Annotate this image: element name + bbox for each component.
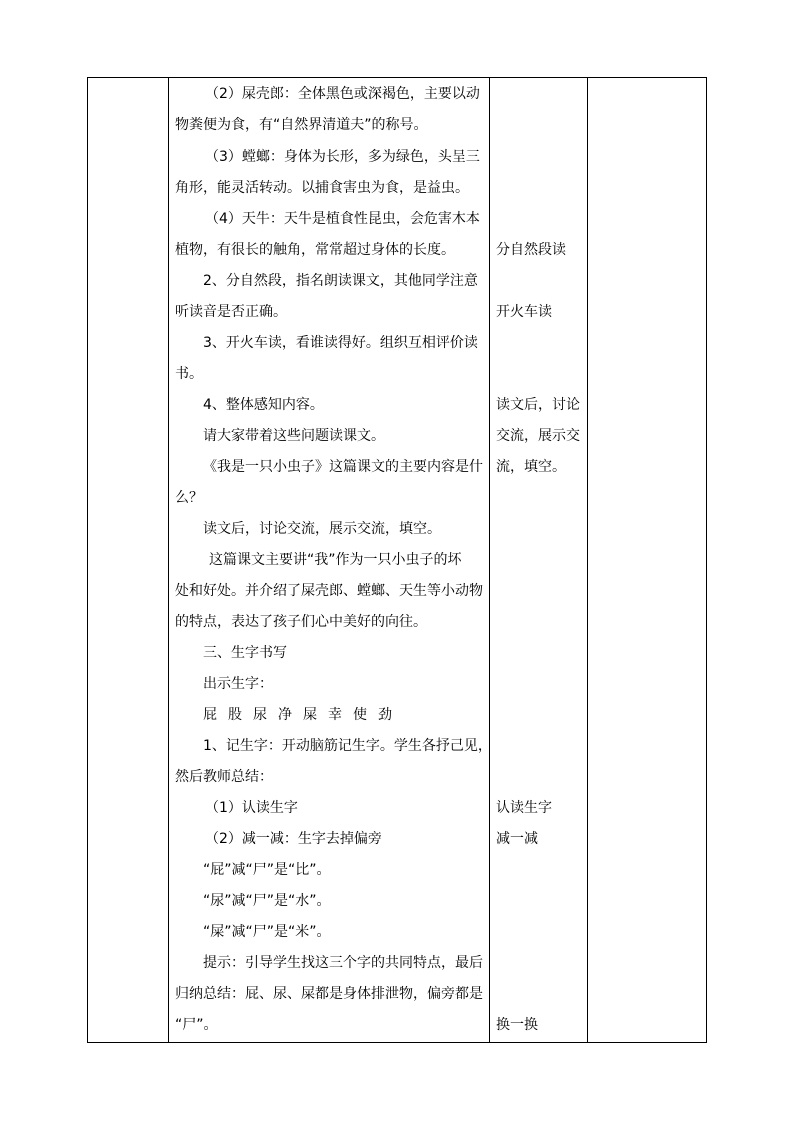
- section-heading: 三、生字书写: [203, 645, 287, 661]
- content-line: 处和好处。并介绍了屎壳郎、螳螂、天生等小动物: [175, 583, 483, 599]
- content-line: 提示：引导学生找这三个字的共同特点，最后: [203, 955, 483, 971]
- content-line: 书。: [175, 366, 203, 382]
- content-line: 听读音是否正确。: [175, 304, 287, 320]
- content-line: 1、记生字：开动脑筋记生字。学生各抒己见，: [203, 738, 492, 754]
- content-line: 2、分自然段，指名朗读课文，其他同学注意: [203, 273, 478, 289]
- teaching-content-cell: [169, 78, 490, 1042]
- content-line: 物粪便为食，有“自然界清道夫”的称号。: [175, 117, 428, 133]
- new-characters: 屁股尿净屎幸使劲: [203, 707, 403, 723]
- activity-line: 换一换: [496, 1017, 538, 1033]
- lesson-table: [87, 77, 707, 1043]
- content-line: 植物，有很长的触角，常常超过身体的长度。: [175, 242, 455, 258]
- content-line: 归纳总结：屁、尿、屎都是身体排泄物，偏旁都是: [175, 986, 483, 1002]
- content-line: 然后教师总结：: [175, 769, 273, 785]
- activity-line: 交流，展示交: [496, 428, 580, 444]
- content-line: 3、开火车读，看谁读得好。组织互相评价读: [203, 335, 478, 351]
- content-line: “尸”。: [175, 1017, 218, 1033]
- content-line: 么？: [175, 490, 203, 506]
- content-line: “屁”减“尸”是“比”。: [203, 862, 331, 878]
- content-line: 这篇课文主要讲“我”作为一只小虫子的坏: [209, 552, 462, 568]
- content-line: （2）屎壳郎：全体黑色或深褐色，主要以动: [205, 86, 480, 102]
- content-line: 读文后，讨论交流，展示交流，填空。: [203, 521, 441, 537]
- content-line: “屎”减“尸”是“米”。: [203, 924, 331, 940]
- left-empty-cell: [88, 78, 168, 1042]
- activity-line: 流，填空。: [496, 459, 566, 475]
- activity-line: 读文后，讨论: [496, 397, 580, 413]
- content-line: 《我是一只小虫子》这篇课文的主要内容是什: [203, 459, 483, 475]
- activity-line: 认读生字: [496, 800, 552, 816]
- content-line: （1）认读生字: [205, 800, 298, 816]
- content-line: 的特点，表达了孩子们心中美好的向往。: [175, 614, 427, 630]
- content-line: （4）天牛：天牛是植食性昆虫，会危害木本: [205, 211, 480, 227]
- right-empty-cell: [588, 78, 706, 1042]
- content-line: （2）减一减：生字去掉偏旁: [205, 831, 382, 847]
- activity-line: 分自然段读: [496, 242, 566, 258]
- activity-line: 减一减: [496, 831, 538, 847]
- content-line: 请大家带着这些问题读课文。: [203, 428, 385, 444]
- activity-line: 开火车读: [496, 304, 552, 320]
- content-line: 出示生字：: [203, 676, 273, 692]
- content-line: 4、整体感知内容。: [203, 397, 324, 413]
- content-line: 角形，能灵活转动。以捕食害虫为食，是益虫。: [175, 180, 469, 196]
- content-line: “尿”减“尸”是“水”。: [203, 893, 331, 909]
- student-activity-cell: [490, 78, 588, 1042]
- content-line: （3）螳螂：身体为长形，多为绿色，头呈三: [205, 149, 480, 165]
